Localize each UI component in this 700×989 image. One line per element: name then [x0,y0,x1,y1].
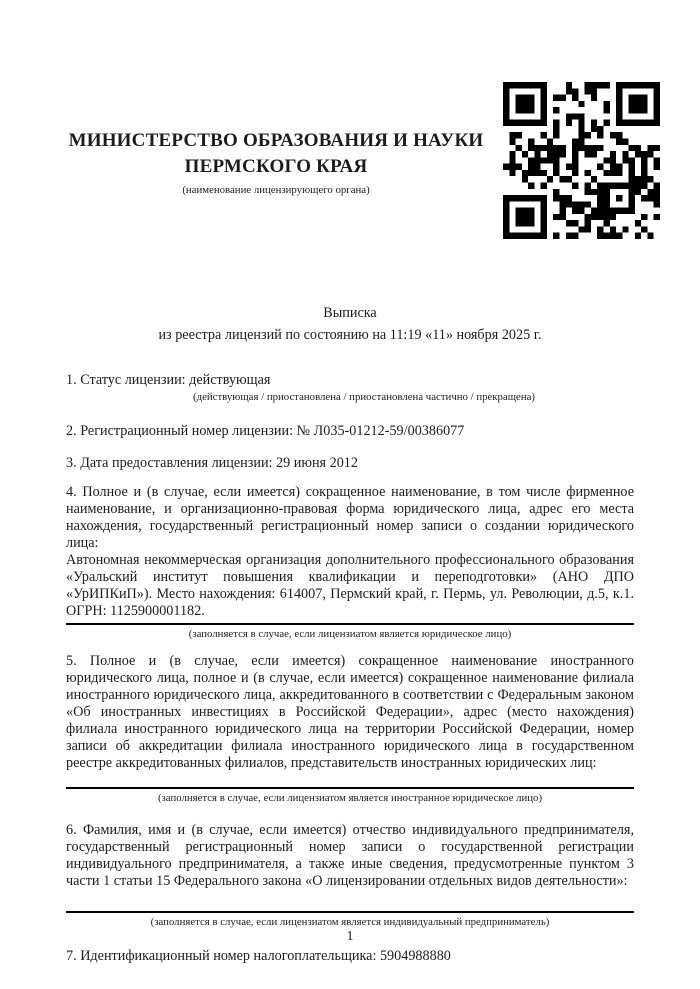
document-title-line1: Выписка [323,305,377,321]
item-3-grant-date: 3. Дата предоставления лицензии: 29 июня 2012 [66,455,358,471]
item-6-entrepreneur-label: 6. Фамилия, имя и (в случае, если имеется) отчество индивидуального предпринимателя, государственный регистрационный номер записи о государственной регистрации индивидуального предпринимателя, а также иные сведения, предусмотренные пунктом 3 части 1 статьи 15 Федерального закона «О лицензировании отдельных видов деятельности»: [66,822,634,889]
authority-name-line2: ПЕРМСКОГО КРАЯ [184,156,368,177]
item-5-foreign-entity-label: 5. Полное и (в случае, если имеется) сокращенное наименование иностранного юридического лица, полное и (в случае, если имеется) сокращенное наименование филиала иностранного юридического лица, аккредитованного в соответствии с Федеральным законом «Об иностранных инвестициях в Российской Федерации», адрес (место нахождения) филиала иностранного юридического лица на территории Российской Федерации, номер записи об аккредитации филиала иностранного юридического лица в государственном реестре аккредитованных филиалов, представительств иностранных юридических лиц: [66,653,634,771]
page-number: 1 [346,929,354,944]
item-4-fill-line [66,623,634,625]
item-2-registration-number: 2. Регистрационный номер лицензии: № Л035-01212-59/00386077 [66,423,465,439]
document-title [66,302,634,346]
authority-caption: (наименование лицензирующего органа) [182,184,370,196]
item-6-fill-caption: (заполняется в случае, если лицензиатом является индивидуальный предприниматель) [150,916,550,928]
item-7-taxpayer-id: 7. Идентификационный номер налогоплательщика: 5904988880 [66,948,451,964]
item-4-legal-entity-value: Автономная некоммерческая организация дополнительного профессионального образования «Уральский институт повышения квалификации и переподготовки» (АНО ДПО «УрИПКиП»). Место нахождения: 614007, Пермский край, г. Пермь, ул. Революции, д.5, к.1. ОГРН: 1125900001182. [66,552,634,619]
item-4-fill-caption: (заполняется в случае, если лицензиатом является юридическое лицо) [188,628,512,640]
licensing-authority-header [66,128,486,197]
authority-name-line1: МИНИСТЕРСТВО ОБРАЗОВАНИЯ И НАУКИ [68,130,484,151]
item-1-status-options-caption: (действующая / приостановлена / приостановлена частично / прекращена) [193,391,535,403]
item-5-fill-line [66,787,634,789]
item-4-legal-entity-label: 4. Полное и (в случае, если имеется) сокращенное наименование, в том числе фирменное наименование, и организационно-правовая форма юридического лица, адрес его места нахождения, государственный регистрационный номер записи о создании юридического лица: [66,484,634,551]
item-5-fill-caption: (заполняется в случае, если лицензиатом является иностранное юридическое лицо) [157,792,543,804]
item-6-fill-line [66,911,634,913]
document-body [66,302,634,965]
document-title-line2: из реестра лицензий по состоянию на 11:19 «11» ноября 2025 г. [158,327,542,343]
item-1-license-status: 1. Статус лицензии: действующая [66,372,271,388]
qr-code-icon [503,82,660,239]
